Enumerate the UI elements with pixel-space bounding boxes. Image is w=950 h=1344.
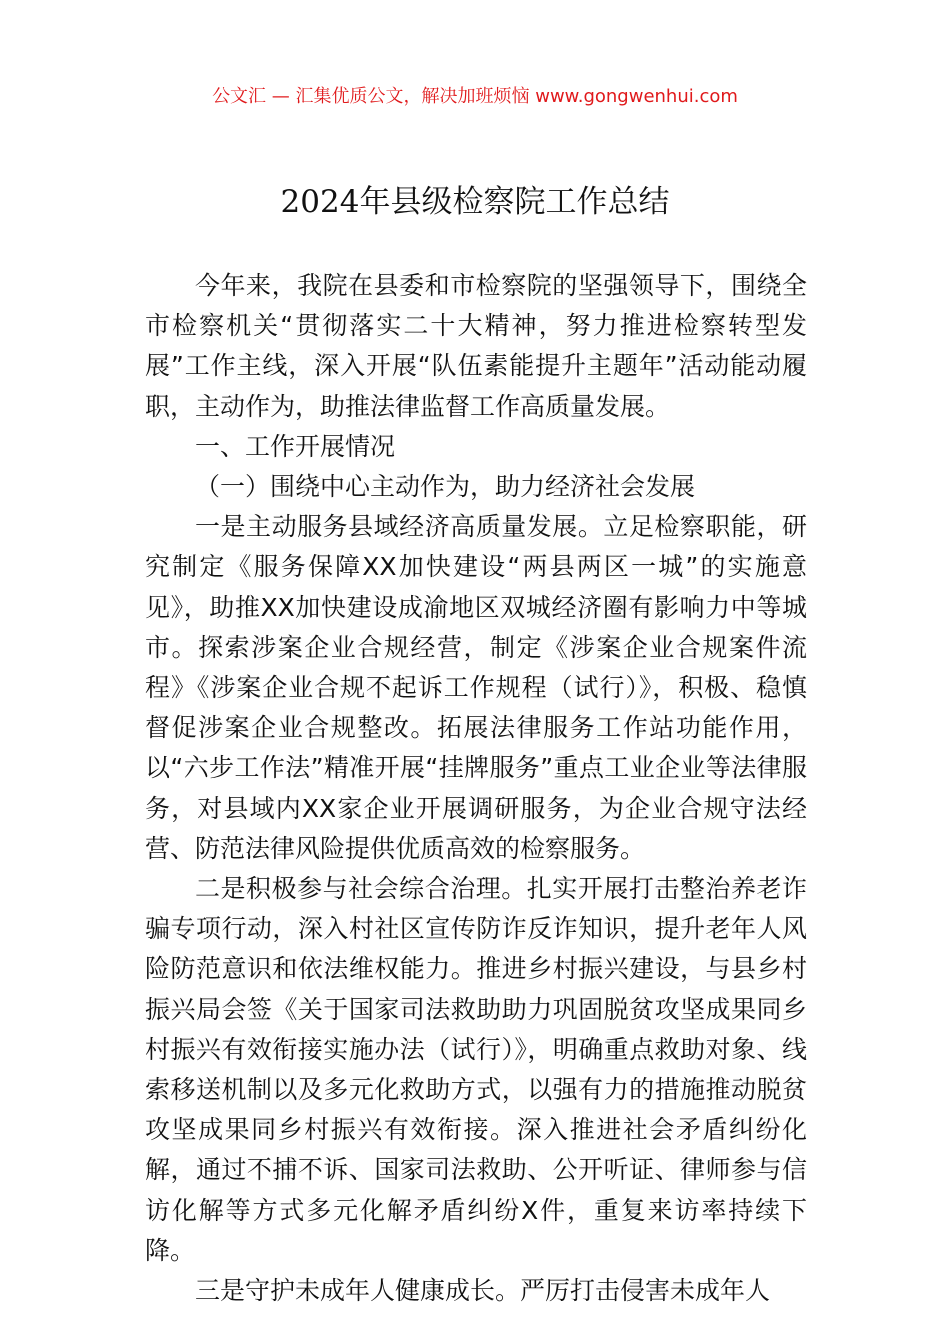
paragraph-governance: 二是积极参与社会综合治理。扎实开展打击整治养老诈骗专项行动，深入村社区宣传防诈反诈知识，提升老年人风险防范意识和依法维权能力。推进乡村振兴建设，与县乡村振兴局会签《关于国家司法救助助力巩固脱贫攻坚成果同乡村振兴有效衔接实施办法（试行）》，明确重点救助对象、线索移送机制以及多元化救助方式，以强有力的措施推动脱贫攻坚成果同乡村振兴有效衔接。深入推进社会矛盾纠纷化解，通过不捕不诉、国家司法救助、公开听证、律师参与信访化解等方式多元化解矛盾纠纷X件，重复来访率持续下降。 (145, 874, 807, 1265)
paragraph-economy: 一是主动服务县域经济高质量发展。立足检察职能，研究制定《服务保障XX加快建设“两县两区一城”的实施意见》，助推XX加快建设成渝地区双城经济圈有影响力中等城市。探索涉案企业合规经营，制定《涉案企业合规案件流程》《涉案企业合规不起诉工作规程（试行）》，积极、稳慎督促涉案企业合规整改。拓展法律服务工作站功能作用，以“六步工作法”精准开展“挂牌服务”重点工业企业等法律服务，对县域内XX家企业开展调研服务，为企业合规守法经营、防范法律风险提供优质高效的检察服务。 (145, 512, 807, 863)
subsection-heading: （一）围绕中心主动作为，助力经济社会发展 (195, 472, 696, 502)
document-title: 2024年县级检察院工作总结 (280, 184, 670, 220)
section-heading: 一、工作开展情况 (195, 431, 396, 461)
document-body (145, 266, 807, 1311)
site-watermark: 公文汇 — 汇集优质公文，解决加班烦恼 www.gongwenhui.com (212, 86, 738, 107)
paragraph-minors: 三是守护未成年人健康成长。严厉打击侵害未成年人 (195, 1276, 771, 1306)
intro-paragraph: 今年来，我院在县委和市检察院的坚强领导下，围绕全市检察机关“贯彻落实二十大精神，努力推进检察转型发展”工作主线，深入开展“队伍素能提升主题年”活动能动履职，主动作为，助推法律监督工作高质量发展。 (145, 271, 807, 421)
